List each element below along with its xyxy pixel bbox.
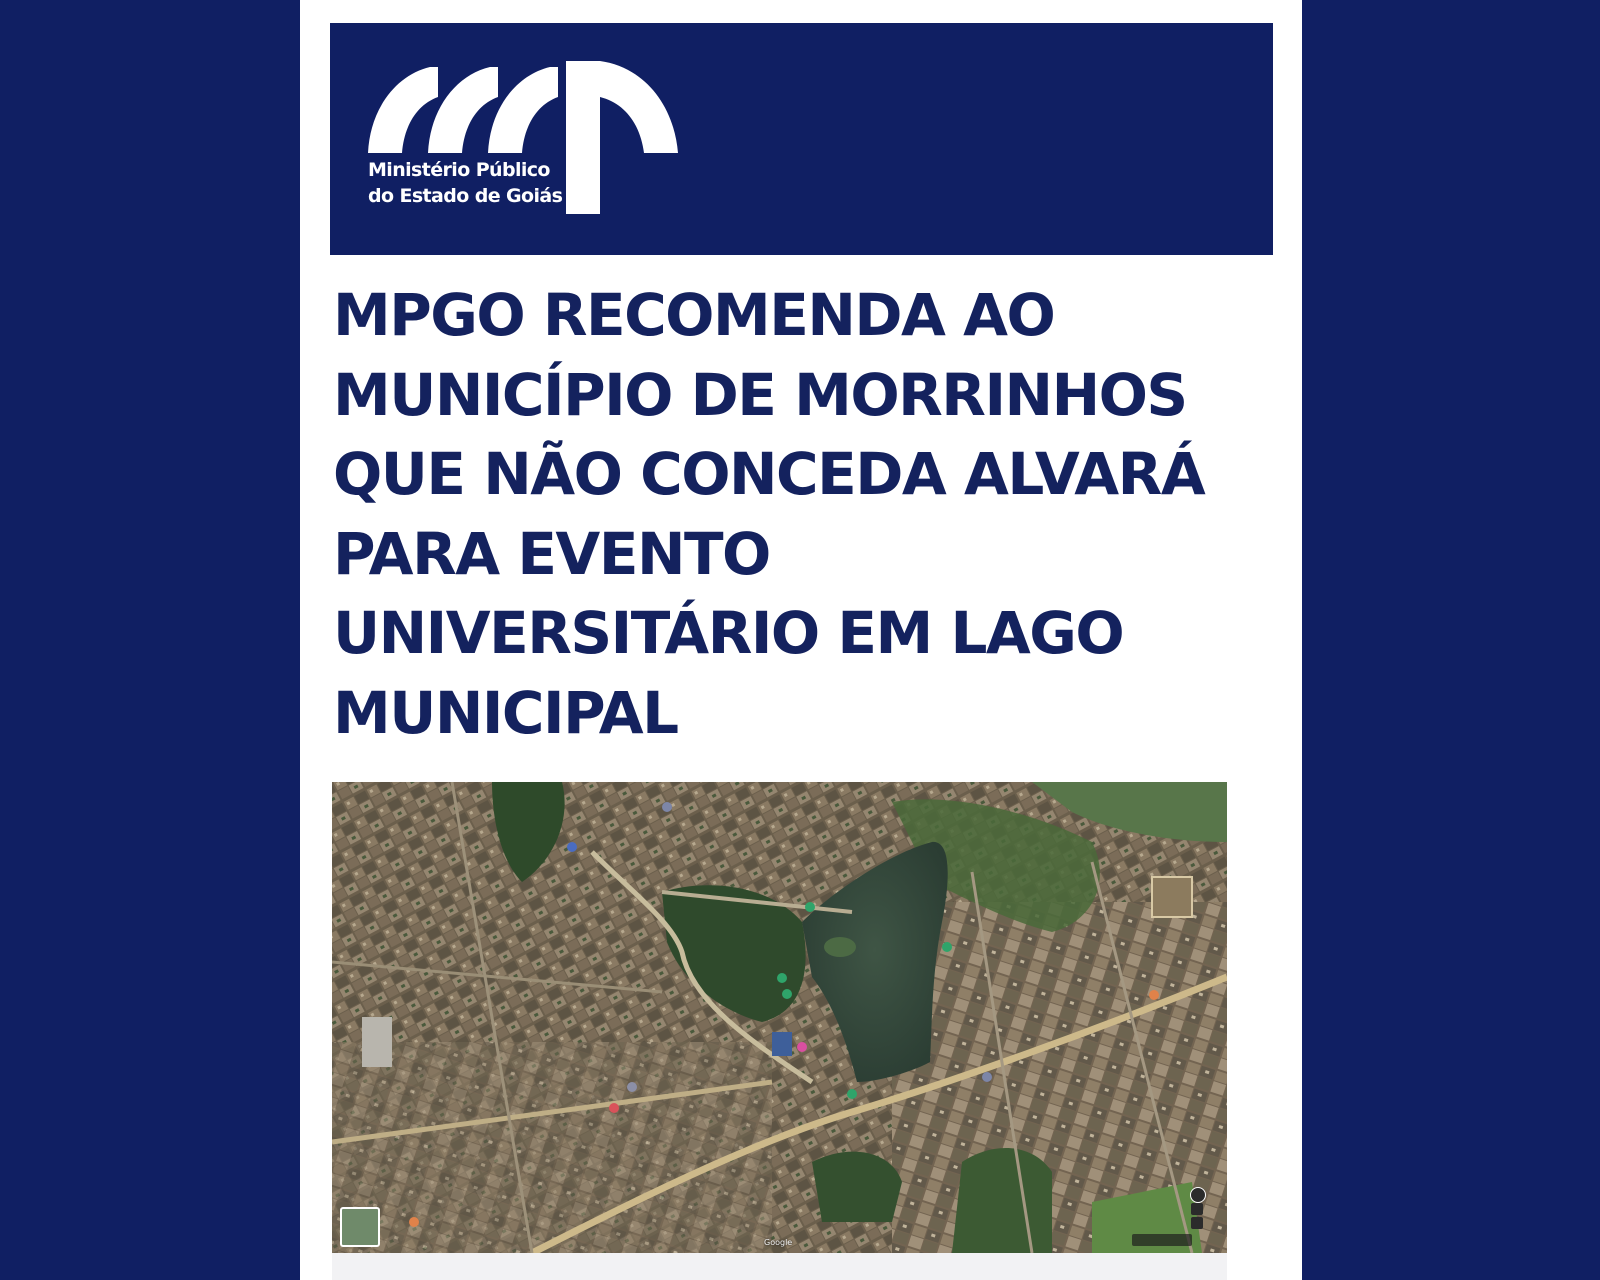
logo-line-2: do Estado de Goiás: [368, 185, 563, 207]
zoom-in-icon[interactable]: [1191, 1203, 1203, 1215]
article-headline: [333, 276, 1278, 753]
headline-line-4: PARA EVENTO: [333, 519, 770, 588]
headline-line-6: MUNICIPAL: [333, 678, 678, 747]
zoom-out-icon[interactable]: [1191, 1217, 1203, 1229]
headline-line-1: MPGO RECOMENDA AO: [333, 281, 1055, 349]
map-canvas: [332, 782, 1227, 1253]
headline-line-5: UNIVERSITÁRIO EM LAGO: [333, 599, 1124, 667]
header-banner: [330, 23, 1273, 255]
image-caption-area: [332, 1253, 1227, 1280]
mpgo-logo[interactable]: [368, 61, 688, 245]
logo-text: [368, 157, 568, 209]
headline-line-2: MUNICÍPIO DE MORRINHOS: [333, 360, 1187, 429]
map-attribution: Google: [764, 1238, 793, 1247]
compass-icon[interactable]: [1132, 1234, 1192, 1246]
layers-thumbnail-icon[interactable]: [340, 1207, 380, 1247]
article-page: [300, 0, 1302, 1280]
mpgo-logo-arches-icon: [368, 61, 688, 245]
satellite-map-image[interactable]: [332, 782, 1227, 1253]
headline-line-3: QUE NÃO CONCEDA ALVARÁ: [333, 440, 1205, 508]
pegman-icon[interactable]: [1190, 1187, 1206, 1203]
logo-line-1: Ministério Público: [368, 159, 550, 181]
